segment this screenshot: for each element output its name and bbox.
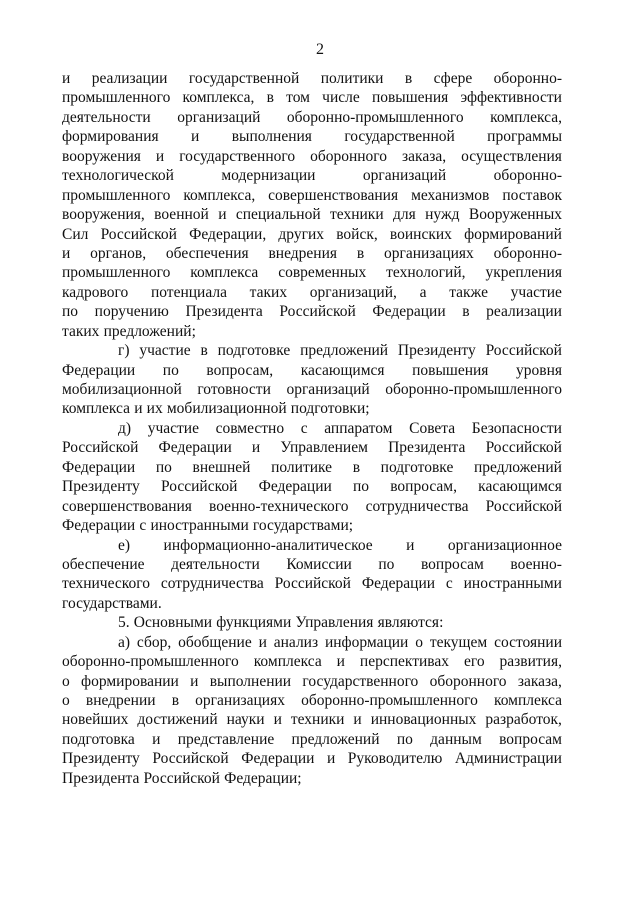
text-line (62, 147, 562, 166)
word: Российской (143, 769, 220, 787)
text-line (62, 380, 562, 399)
word: вооружения, (62, 206, 145, 224)
word: касающимся (478, 478, 562, 496)
word: и (258, 633, 267, 651)
text-line (62, 652, 562, 671)
word: оборонно-промышленного (385, 381, 562, 398)
text-line (62, 263, 562, 282)
word: и (218, 206, 227, 224)
word: оборонного (429, 672, 507, 690)
word: его (463, 653, 485, 671)
word: промышленного (62, 89, 171, 107)
word: кадрового (62, 283, 129, 301)
word: Российской (62, 439, 139, 457)
text-line (62, 555, 562, 574)
word: эффективности (460, 89, 562, 107)
word: в (404, 70, 413, 87)
text-line (62, 88, 562, 107)
word: совершенствования (268, 186, 399, 204)
text-line (62, 438, 562, 457)
word: Федерации (62, 361, 136, 379)
word: подготовке (217, 342, 291, 360)
word: в (266, 89, 274, 107)
word: состоянии (494, 633, 562, 651)
word: комплекса, (182, 89, 255, 107)
word: Федерации (361, 575, 436, 593)
word: в (462, 303, 470, 321)
word: с (300, 419, 308, 437)
word: текущем (429, 633, 488, 651)
word: д) (118, 419, 132, 437)
word: с (445, 575, 453, 593)
word: внешней (192, 458, 251, 476)
word: анализ (273, 633, 319, 651)
word: модернизации (221, 167, 316, 185)
word: заказа, (517, 672, 562, 690)
text-line (62, 205, 562, 224)
word: органов, (90, 244, 147, 262)
page-number: 2 (316, 41, 324, 58)
word: сбор, (136, 633, 172, 651)
word: Российской (161, 478, 238, 496)
word: и (336, 653, 345, 671)
word: заказа, (402, 147, 447, 165)
word: оборонно-промышленного (62, 653, 239, 671)
word: функциями (216, 614, 292, 632)
word: организаций (286, 381, 370, 398)
word: развития, (499, 653, 562, 671)
word: укрепления (485, 264, 562, 282)
word: о (62, 672, 70, 690)
word: и (273, 711, 282, 729)
word: подготовки; (290, 400, 370, 418)
word: оборонно- (493, 70, 562, 87)
word: Совета (409, 419, 456, 437)
word: г) (118, 342, 130, 360)
word: государственной (188, 70, 300, 87)
text-line (62, 361, 562, 380)
word: таких (249, 283, 288, 301)
word: оборонно- (493, 167, 562, 185)
word: для (393, 206, 416, 224)
word: и (353, 711, 362, 729)
word: Президенту (62, 750, 140, 768)
word: Основными (133, 614, 213, 632)
word: предложений (473, 458, 562, 476)
word: касающимся (300, 361, 385, 379)
word: и (251, 439, 261, 457)
word: обеспечения (165, 244, 249, 262)
word: предложений (291, 730, 380, 748)
word: обеспечение (62, 555, 145, 573)
word: политики (320, 70, 384, 87)
word: военной (154, 206, 209, 224)
word: сотрудничества (365, 497, 469, 515)
word: Федерации (241, 750, 315, 768)
text-line (62, 341, 562, 360)
word: сотрудничества (160, 575, 264, 593)
word: вопросам, (206, 361, 274, 379)
word: подготовка (62, 730, 135, 748)
word: Федерации; (224, 769, 302, 787)
word: Президенту (62, 478, 140, 496)
word: с (139, 517, 147, 535)
word: организаций (177, 108, 261, 126)
word: Вооруженных (468, 206, 562, 224)
word: повышения (371, 89, 449, 107)
word: Сил (62, 225, 89, 243)
word: выполнении (209, 672, 292, 690)
word: Администрации (454, 750, 562, 768)
word: также (449, 283, 488, 301)
word: механизмов (411, 186, 490, 204)
word: вопросам (499, 730, 562, 748)
word: государствами; (252, 517, 354, 535)
word: 5. (118, 614, 130, 632)
word: Федерации (258, 478, 332, 496)
word: числе (322, 89, 360, 107)
word: организациях (383, 244, 474, 262)
word: поставок (502, 186, 562, 204)
text-line (62, 477, 562, 496)
word: Президента (62, 769, 140, 787)
word: комплекса, (183, 186, 256, 204)
word: таких (62, 322, 100, 340)
word: воинских (389, 225, 452, 243)
word: науки (226, 711, 265, 729)
word: и (191, 128, 200, 146)
word: Руководителю (347, 750, 443, 768)
text-line (62, 691, 562, 710)
text-line (62, 419, 562, 438)
word: Управлением (280, 439, 368, 457)
text-line (62, 166, 562, 185)
word: вооружения (62, 147, 141, 165)
word: данным (430, 730, 482, 748)
word: современных (278, 264, 367, 282)
word: Российской (485, 439, 562, 457)
word: по (162, 361, 179, 379)
word: оборонно- (493, 244, 562, 262)
word: реализации (91, 70, 168, 87)
text-line (62, 225, 562, 244)
word: предложений (300, 342, 389, 360)
word: совершенствования (62, 497, 192, 515)
word: по (352, 478, 370, 496)
word: по (155, 458, 172, 476)
word: о (415, 633, 423, 651)
word: Федерации, (189, 225, 267, 243)
word: Президента (388, 439, 466, 457)
word: Федерации (158, 439, 232, 457)
word: в (352, 458, 361, 476)
word: Безопасности (471, 419, 562, 437)
word: технического (62, 575, 150, 593)
word: комплекса (253, 653, 322, 671)
word: являются: (377, 614, 444, 632)
word: оборонного (310, 147, 388, 165)
text-line (62, 283, 562, 302)
text-line (62, 516, 562, 535)
text-line (62, 244, 562, 263)
word: специальной (235, 206, 321, 224)
word: уровня (516, 361, 562, 379)
word: инновационных (370, 711, 477, 729)
word: организациях (195, 692, 285, 709)
word: оборонно-промышленного (301, 692, 478, 709)
word: Российской (485, 497, 562, 515)
word: достижений (137, 711, 218, 729)
word: а (419, 283, 427, 301)
word: новейших (62, 711, 129, 729)
word: осуществления (461, 147, 562, 165)
word: и (326, 750, 336, 768)
word: предложений; (103, 322, 196, 340)
word: о (62, 692, 70, 709)
word: вопросам, (390, 478, 457, 496)
word: технологий, (386, 264, 466, 282)
word: государственного (179, 147, 296, 165)
word: разработок, (485, 711, 562, 729)
word: представление (177, 730, 275, 748)
word: повышения (412, 361, 489, 379)
word: Комиссии (286, 555, 352, 573)
word: совместно (215, 419, 285, 437)
word: организаций, (309, 283, 397, 301)
word: Федерации (62, 458, 136, 476)
word: и (152, 730, 161, 748)
word: деятельности (62, 108, 151, 126)
word: и (134, 400, 143, 418)
word: государственной (344, 128, 455, 146)
word: по (62, 303, 79, 321)
word: выполнения (231, 128, 312, 146)
word: комплекса (190, 264, 259, 282)
text-line (62, 730, 562, 749)
text-line (62, 69, 562, 88)
word: Управления (295, 614, 374, 632)
text-line (62, 322, 562, 341)
text-line (62, 108, 562, 127)
word: промышленного (62, 264, 171, 282)
text-line (62, 769, 562, 788)
word: реализации (486, 303, 562, 321)
word: Президента (185, 303, 263, 321)
text-line (62, 594, 562, 613)
text-line (62, 458, 562, 477)
word: обобщение (178, 633, 252, 651)
word: других (278, 225, 324, 243)
word: Федерации (62, 517, 136, 535)
word: нужд (425, 206, 460, 224)
word: потенциала (150, 283, 227, 301)
text-line (62, 574, 562, 593)
word: Российской (274, 575, 351, 593)
word: в (200, 342, 208, 360)
word: поручению (94, 303, 169, 321)
word: Российской (485, 342, 562, 360)
word: иностранными (463, 575, 562, 593)
word: готовности (197, 381, 271, 398)
text-line (62, 186, 562, 205)
word: государствами. (62, 594, 162, 612)
word: комплекса (62, 400, 131, 418)
word: и (62, 70, 71, 87)
word: Президенту (397, 342, 476, 360)
word: в (171, 692, 180, 709)
word: деятельности (171, 555, 260, 573)
word: их (146, 400, 163, 418)
word: по (378, 555, 395, 573)
word: программы (487, 128, 562, 146)
word: и (190, 672, 199, 690)
word: военно- (510, 555, 562, 573)
word: иностранными (150, 517, 249, 535)
word: Российской (100, 225, 177, 243)
word: техники (330, 206, 384, 224)
word: том (286, 89, 310, 107)
word: и (406, 536, 415, 554)
text-line (62, 399, 562, 418)
word: политике (271, 458, 333, 476)
text-line (62, 633, 562, 652)
word: внедрения (268, 244, 338, 262)
word: а) (118, 633, 131, 651)
word: техники (290, 711, 345, 729)
word: и (155, 147, 165, 165)
text-line (62, 672, 562, 691)
word: Федерации (372, 303, 446, 321)
word: организационное (447, 536, 562, 554)
word: Российской (152, 750, 229, 768)
word: промышленного (62, 186, 171, 204)
word: военно-технического (209, 497, 349, 515)
word: участие (510, 283, 562, 301)
word: внедрении (85, 692, 156, 709)
word: информационно-аналитическое (163, 536, 373, 554)
word: государственного (302, 672, 419, 690)
text-line (62, 710, 562, 729)
word: участие (139, 342, 191, 360)
word: Российской (279, 303, 356, 321)
word: комплекса (493, 692, 562, 709)
word: организаций (362, 167, 447, 185)
word: в (356, 244, 365, 262)
word: формирований (464, 225, 562, 243)
word: технологической (62, 167, 174, 185)
word: войск, (336, 225, 378, 243)
word: и (62, 244, 71, 262)
word: е) (118, 536, 131, 554)
text-line (62, 302, 562, 321)
word: участие (147, 419, 199, 437)
word: мобилизационной (62, 381, 182, 398)
word: информации (324, 633, 409, 651)
word: сфере (433, 70, 473, 87)
word: перспективах (359, 653, 450, 671)
document-body (62, 69, 562, 788)
text-line (62, 497, 562, 516)
word: подготовке (380, 458, 454, 476)
word: формирования (62, 128, 159, 146)
word: по (396, 730, 413, 748)
text-line (62, 749, 562, 768)
word: вопросам (420, 555, 484, 573)
text-line (62, 536, 562, 555)
word: мобилизационной (166, 400, 287, 418)
word: формировании (81, 672, 179, 690)
word: оборонно-промышленного (286, 108, 464, 126)
word: аппаратом (324, 419, 393, 437)
text-line (62, 613, 562, 632)
text-line (62, 127, 562, 146)
word: комплекса, (490, 108, 562, 126)
